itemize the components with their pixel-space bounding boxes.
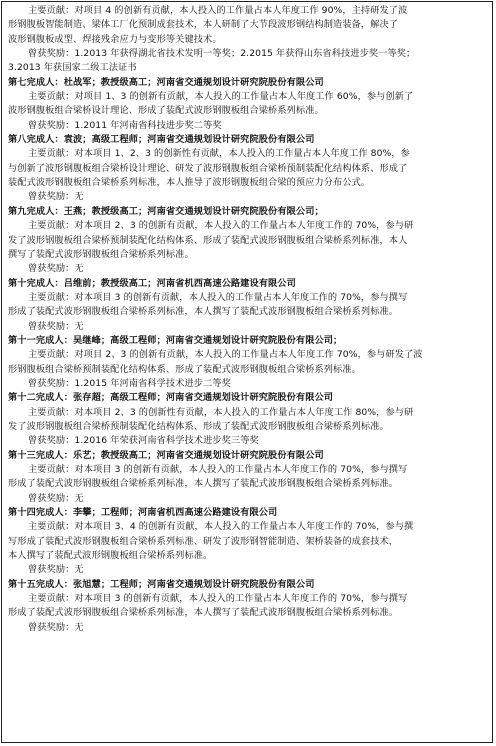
document-text-line: 曾获奖励：无 xyxy=(28,191,84,203)
document-text-line: 撰写了装配式波形钢腹板组合梁桥系列标准。 xyxy=(8,248,194,260)
document-text-line: 波形钢腹板组合梁桥设计理论、形成了装配式波形钢腹板组合梁桥系列标准。 xyxy=(8,105,324,117)
document-text-line: 主要贡献：对本项目 3、4 的创新有贡献，本人投入的工作量占本人年度工作的 70%，参与撰 xyxy=(28,521,414,533)
document-text-line: 主要贡献：对项目 2、3 的创新有贡献，本人投入的工作量占本人年度工作 70%，参与研发了波 xyxy=(28,349,423,361)
contributor-heading: 第十完成人：吕维前；教授级高工；河南省机西高速公路建设有限公司 xyxy=(8,277,296,289)
document-text-line: 曾获奖励：1.2011 年河南省科技进步奖二等奖 xyxy=(28,119,222,131)
contributor-heading: 第十三完成人：乐艺；教授级高工；河南省交通规划设计研究院股份有限公司 xyxy=(8,449,324,461)
document-text-line: 曾获奖励：1.2016 年荣获河南省科学技术进步奖三等奖 xyxy=(28,435,259,447)
document-text-line: 形成了装配式波形钢腹板组合梁桥系列标准，本人撰写了装配式波形钢腹板组合梁桥系列标准。 xyxy=(8,607,399,619)
document-text-line: 与创新了波形钢腹板组合梁桥设计理论、研发了波形钢腹板组合梁桥预制装配化结构体系、形成了 xyxy=(8,162,408,174)
contributor-heading: 第十二完成人：张存超；高级工程师；河南省交通规划设计研究院股份有限公司 xyxy=(8,392,334,404)
document-text-line: 主要贡献：对项目 1、3 的创新有贡献，本人投入的工作量占本人年度工作 60%，参与创新了 xyxy=(28,91,414,103)
document-text-line: 形钢腹板智能制造、梁体工厂化预制成套技术，本人研制了大节段波形钢结构制造装备，解决了 xyxy=(8,19,399,31)
document-text-line: 主要贡献：对本项目 1、2、3 的创新性有贡献，本人投入的工作量占本人年度工作 80%，参 xyxy=(28,148,410,160)
document-text-line: 曾获奖励：无 xyxy=(28,320,84,332)
contributor-heading: 第十四完成人：李攀；工程师；河南省机西高速公路建设有限公司 xyxy=(8,507,278,519)
document-text-line: 曾获奖励：1.2015 年河南省科学技术进步二等奖 xyxy=(28,377,231,389)
document-text-line: 发了波形钢腹板组合梁桥预制装配化结构体系、形成了装配式波形钢腹板组合梁桥系列标准。 xyxy=(8,420,389,432)
document-text-line: 主要贡献：对本项目 3 的创新有贡献，本人投入的工作量占本人年度工作的 70%，参与撰写 xyxy=(28,593,408,605)
document-text-line: 波形钢腹板成型、焊接残余应力与变形等关键技术。 xyxy=(8,33,222,45)
document-text-line: 3.2013 年获国家二级工法证书 xyxy=(8,62,137,74)
document-text-line: 曾获奖励：无 xyxy=(28,564,84,576)
document-text-line: 形成了装配式波形钢腹板组合梁桥系列标准，本人撰写了装配式波形钢腹板组合梁桥系列标准。 xyxy=(8,478,399,490)
document-text-line: 形成了装配式波形钢腹板组合梁桥系列标准，本人撰写了装配式波形钢腹板组合梁桥系列标准。 xyxy=(8,306,399,318)
document-text-line: 形钢腹板组合梁桥预制装配化结构体系、形成了装配式波形钢腹板组合梁桥系列标准。 xyxy=(8,363,361,375)
document-text-line: 曾获奖励：无 xyxy=(28,263,84,275)
contributor-heading: 第八完成人：袁波；高级工程师；河南省交通规划设计研究院股份有限公司 xyxy=(8,134,315,146)
document-text-line: 主要贡献：对本项目 2、3 的创新性有贡献，本人投入的工作量占本人年度工作 80%，参与研 xyxy=(28,406,414,418)
contributor-heading: 第十一完成人：吴继峰；高级工程师；河南省交通规划设计研究院股份有限公司； xyxy=(8,334,343,346)
document-text-line: 装配式波形钢腹板组合梁桥系列标准，本人推导了波形钢腹板组合梁的预应力分布公式。 xyxy=(8,177,371,189)
document-text-line: 写形成了装配式波形钢腹板组合梁桥系列标准、研发了波形钢智能制造、架桥装备的成套技术， xyxy=(8,535,399,547)
document-text-line: 本人撰写了装配式波形钢腹板组合梁桥系列标准。 xyxy=(8,550,213,562)
document-text-line: 主要贡献：对本项目 3 的创新有贡献，本人投入的工作量占本人年度工作的 70%，参与撰写 xyxy=(28,291,408,303)
document-text-line: 主要贡献：对本项目 2、3 的创新有贡献，本人投入的工作量占本人年度工作的 70%，参与研 xyxy=(28,220,414,232)
document-text-line: 发了波形钢腹板组合梁桥预制装配化结构体系、形成了装配式波形钢腹板组合梁桥系列标准，本人 xyxy=(8,234,408,246)
contributor-heading: 第九完成人：王燕；教授级高工；河南省交通规划设计研究院股份有限公司； xyxy=(8,205,324,217)
document-text-line: 主要贡献：对本项目 3 的创新有贡献，本人投入的工作量占本人年度工作的 70%，参与撰写 xyxy=(28,464,408,475)
document-text-line: 曾获奖励：无 xyxy=(28,621,84,633)
contributor-heading: 第十五完成人：张旭慧；工程师；河南省交通规划设计研究院股份有限公司 xyxy=(8,578,315,590)
document-text-line: 曾获奖励：无 xyxy=(28,492,84,504)
contributor-heading: 第七完成人：杜战军；教授级高工；河南省交通规划设计研究院股份有限公司 xyxy=(8,76,324,88)
document-text-line: 曾获奖励：1.2013 年获得湖北省技术发明一等奖；2.2015 年获得山东省科技进步奖一等奖； xyxy=(28,48,416,60)
document-page xyxy=(1,1,493,743)
document-text-line: 主要贡献：对项目 4 的创新有贡献，本人投入的工作量占本人年度工作 90%，主持研发了波 xyxy=(28,5,408,16)
